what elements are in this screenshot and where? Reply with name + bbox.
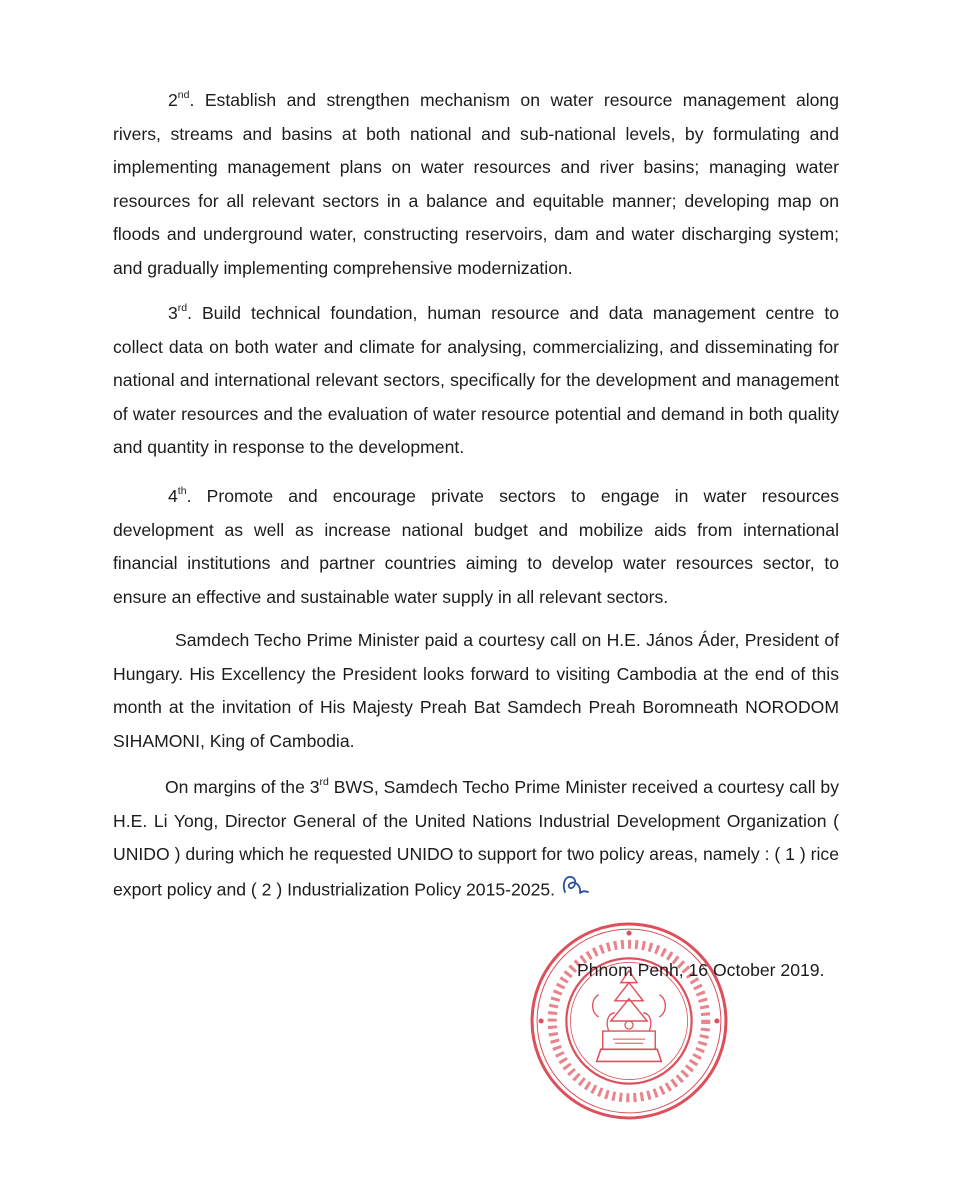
ordinal-number: 2 bbox=[168, 90, 178, 110]
paragraph-text: . Build technical foundation, human resource and data management centre to collect data on both water and climate for analysing, commercializing, and disseminating for national and international relevant sectors, specifically for the development and management of water resources and the evaluation of water resource potential and demand in both quality and quantity in response to the development. bbox=[113, 303, 839, 457]
paragraph-item-4 bbox=[113, 480, 839, 614]
paragraph-text: . Promote and encourage private sectors to engage in water resources development as well as increase national budget and mobilize aids from international financial institutions and partner countries aiming to develop water resources sector, to ensure an effective and sustainable water supply in all relevant sectors. bbox=[113, 486, 839, 607]
ordinal-number: 4 bbox=[168, 486, 178, 506]
royal-government-seal-icon bbox=[528, 920, 730, 1122]
paragraph-text-b: BWS, Samdech Techo Prime Minister received a courtesy call by H.E. Li Yong, Director General of the United Nations Industrial Development Organization ( UNIDO ) during which he requested UNIDO to support for two policy areas, namely : ( 1 ) rice export policy and ( 2 ) Industrialization Policy 2015-2025. bbox=[113, 777, 839, 899]
ordinal-suffix: rd bbox=[319, 776, 329, 789]
paragraph-unido-courtesy-call bbox=[113, 771, 839, 909]
ordinal-suffix: nd bbox=[177, 89, 190, 102]
paragraph-text: . Establish and strengthen mechanism on water resource management along rivers, streams and basins at both national and sub-national levels, by formulating and implementing management plans on water resources and river basins; managing water resources for all relevant sectors in a balance and equitable manner; developing map on floods and underground water, constructing reservoirs, dam and water discharging system; and gradually implementing comprehensive modernization. bbox=[113, 90, 839, 278]
paragraph-item-3 bbox=[113, 297, 839, 465]
ordinal-suffix: th bbox=[177, 485, 187, 498]
paragraph-text-a: On margins of the 3 bbox=[165, 777, 320, 797]
paragraph-text: Samdech Techo Prime Minister paid a courtesy call on H.E. János Áder, President of Hungary. His Excellency the President looks forward to visiting Cambodia at the end of this month at the invitation of His Majesty Preah Bat Samdech Preah Boromneath NORODOM SIHAMONI, King of Cambodia. bbox=[113, 630, 839, 751]
place-date-line: Phnom Penh, 16 October 2019. bbox=[577, 960, 825, 980]
handwritten-initial-icon bbox=[559, 872, 591, 910]
paragraph-item-2 bbox=[113, 84, 839, 285]
ordinal-number: 3 bbox=[168, 303, 178, 323]
paragraph-hungary-courtesy-call bbox=[113, 624, 839, 758]
ordinal-suffix: rd bbox=[177, 302, 188, 315]
